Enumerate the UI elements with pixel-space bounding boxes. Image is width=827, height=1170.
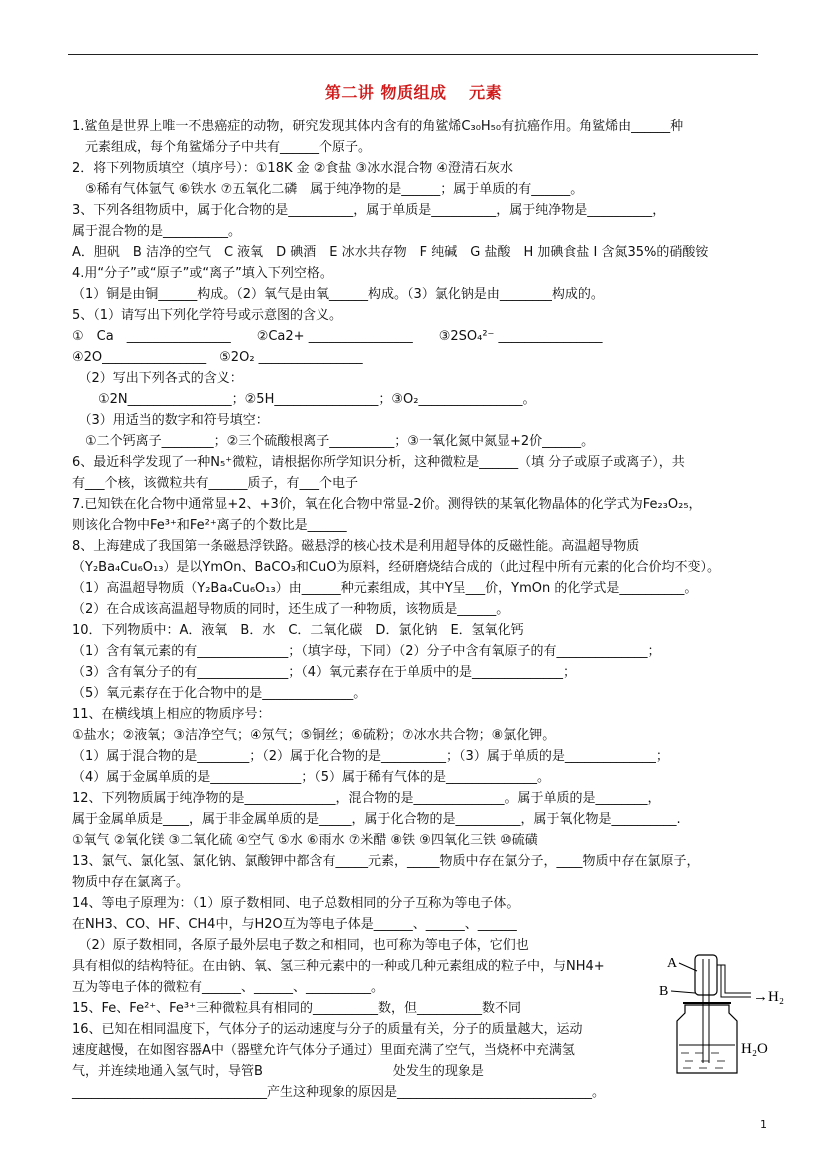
question-line: ①氧气 ②氧化镁 ③二氧化硫 ④空气 ⑤水 ⑥雨水 ⑦米醋 ⑧铁 ⑨四氧化三铁 ⑩硫磺 <box>72 833 538 848</box>
question-line: （5）氧元素存在于化合物中的是______________。 <box>72 686 367 701</box>
question-line: ⑤稀有气体氩气 ⑥铁水 ⑦五氧化二磷 属于纯净物的是______；属于单质的有______。 <box>72 182 584 197</box>
question-line: 属于混合物的是__________。 <box>72 224 242 239</box>
question-line: ①盐水；②液氧；③洁净空气；④氖气；⑤铜丝；⑥硫粉；⑦冰水共合物；⑧氯化钾。 <box>72 728 556 743</box>
question-line: ①二个钙离子________；②三个硫酸根离子__________；③一氧化氮中氮显+2价______。 <box>72 434 595 449</box>
question-line: （3）用适当的数字和符号填空： <box>72 413 269 428</box>
question-line: 2．将下列物质填空（填序号）：①18K 金 ②食盐 ③冰水混合物 ④澄清石灰水 <box>72 161 513 176</box>
question-line: 4.用“分子”或“原子”或“离子”填入下列空格。 <box>72 266 333 281</box>
question-line: 7.已知铁在化合物中通常显+2、+3价，氧在化合物中常显-2价。测得铁的某氧化物晶体的化学式为Fe₂₃O₂₅， <box>72 497 702 512</box>
question-line: ④2O________________ ⑤2O₂ ________________ <box>72 350 363 365</box>
question-line: 14、等电子原理为：（1）原子数相同、电子总数相同的分子互称为等电子体。 <box>72 896 520 911</box>
label-b: B <box>659 984 669 999</box>
question-line: 3、下列各组物质中，属于化合物的是__________，属于单质是__________，属于纯净物是__________， <box>72 203 666 218</box>
question-line: 5、（1）请写出下列化学符号或示意图的含义。 <box>72 308 343 323</box>
question-line: 6、最近科学发现了一种N₅⁺微粒，请根据你所学知识分析，这种微粒是______（填 分子或原子或离子），共 <box>72 455 685 470</box>
question-line: 8、上海建成了我国第一条磁悬浮铁路。磁悬浮的核心技术是利用超导体的反磁性能。高温超导物质 <box>72 539 640 554</box>
question-line: 11、在横线填上相应的物质序号： <box>72 707 271 722</box>
question-line: （2）在合成该高温超导物质的同时，还生成了一种物质，该物质是______。 <box>72 602 510 617</box>
question-line: （2）写出下列各式的含义： <box>72 371 243 386</box>
label-a: A <box>667 956 678 971</box>
question-line: ①2N________________；②5H________________；③O₂________________。 <box>72 392 536 407</box>
page-number: 1 <box>760 1118 767 1131</box>
question-line: 10．下列物质中：A．液氧 B．水 C．二氧化碳 D．氯化钠 E．氢氧化钙 <box>72 623 524 638</box>
question-line: 1.鲨鱼是世界上唯一不患癌症的动物，研究发现其体内含有的角鲨烯C₃₀H₅₀有抗癌作用。角鲨烯由______种 <box>72 119 684 134</box>
question-line: 元素组成，每个角鲨烯分子中共有______个原子。 <box>72 140 372 155</box>
question-line: 则该化合物中Fe³⁺和Fe²⁺离子的个数比是______ <box>72 518 347 533</box>
question-line: 在NH3、CO、HF、CH4中，与H2O互为等电子体是______、______、______ <box>72 917 517 932</box>
question-line: A．胆矾 B 洁净的空气 C 液氧 D 碘酒 E 冰水共存物 F 纯碱 G 盐酸 H 加碘食盐 I 含氮35%的硝酸铵 <box>72 245 709 260</box>
question-line: ① Ca ________________ ②Ca2+ ________________ ③2SO₄²⁻ ________________ <box>72 329 603 344</box>
question-line: （1）含有氧元素的有______________；（填字母，下同）（2）分子中含有氧原子的有______________； <box>72 644 661 659</box>
question-line: 气，并连续地通入氢气时，导管B 处发生的现象是 <box>72 1064 484 1079</box>
question-line: 12、下列物质属于纯净物的是______________，混合物的是______________。属于单质的是________， <box>72 791 661 806</box>
question-line: 物质中存在氯离子。 <box>72 875 190 890</box>
page-title: 第二讲 物质组成 元素 <box>324 83 503 102</box>
question-line: 16、已知在相同温度下，气体分子的运动速度与分子的质量有关，分子的质量越大，运动 <box>72 1022 583 1037</box>
question-line: （1）铜是由铜______构成。（2）氧气是由氧______构成。（3）氯化钠是由________构成的。 <box>72 287 604 302</box>
header-rule <box>68 54 758 55</box>
question-line: （Y₂Ba₄Cu₆O₁₃）是以YmOn、BaCO₃和CuO为原料，经研磨烧结合成的（此过程中所有元素的化合价均不变）。 <box>72 560 720 575</box>
question-line: 速度越慢，在如图容器A中（器壁允许气体分子通过）里面充满了空气，当烧杯中充满氢 <box>72 1043 575 1058</box>
question-line: （4）属于金属单质的是______________；（5）属于稀有气体的是______________。 <box>72 770 551 785</box>
question-line: 有___个核，该微粒共有______质子，有___个电子 <box>72 476 359 491</box>
question-line: 具有相似的结构特征。在由钠、氧、氢三种元素中的一种或几种元素组成的粒子中，与NH4+ <box>72 959 605 974</box>
question-line: 属于金属单质是____，属于非金属单质的是_____，属于化合物的是__________，属于氧化物是__________. <box>72 812 681 827</box>
question-line: （1）属于混合物的是________；（2）属于化合物的是__________；（3）属于单质的是______________； <box>72 749 669 764</box>
label-water: H₂O <box>741 1041 768 1057</box>
label-h2: →H₂ <box>753 989 785 1005</box>
gas-apparatus-diagram <box>655 945 785 1075</box>
question-line: ______________________________产生这种现象的原因是______________________________。 <box>72 1085 606 1100</box>
question-line: （2）原子数相同，各原子最外层电子数之和相同，也可称为等电子体，它们也 <box>72 938 529 953</box>
question-line: 15、Fe、Fe²⁺、Fe³⁺三种微粒具有相同的__________数，但__________数不同 <box>72 1001 521 1016</box>
question-line: （1）高温超导物质（Y₂Ba₄Cu₆O₁₃）由______种元素组成，其中Y呈___价，YmOn 的化学式是__________。 <box>72 581 698 596</box>
question-line: 13、氯气、氯化氢、氯化钠、氯酸钾中都含有_____元素，_____物质中存在氯分子，____物质中存在氯原子， <box>72 854 700 869</box>
question-line: （3）含有氧分子的有______________；（4）氧元素存在于单质中的是______________； <box>72 665 577 680</box>
question-line: 互为等电子体的微粒有______、______、__________。 <box>72 980 385 995</box>
